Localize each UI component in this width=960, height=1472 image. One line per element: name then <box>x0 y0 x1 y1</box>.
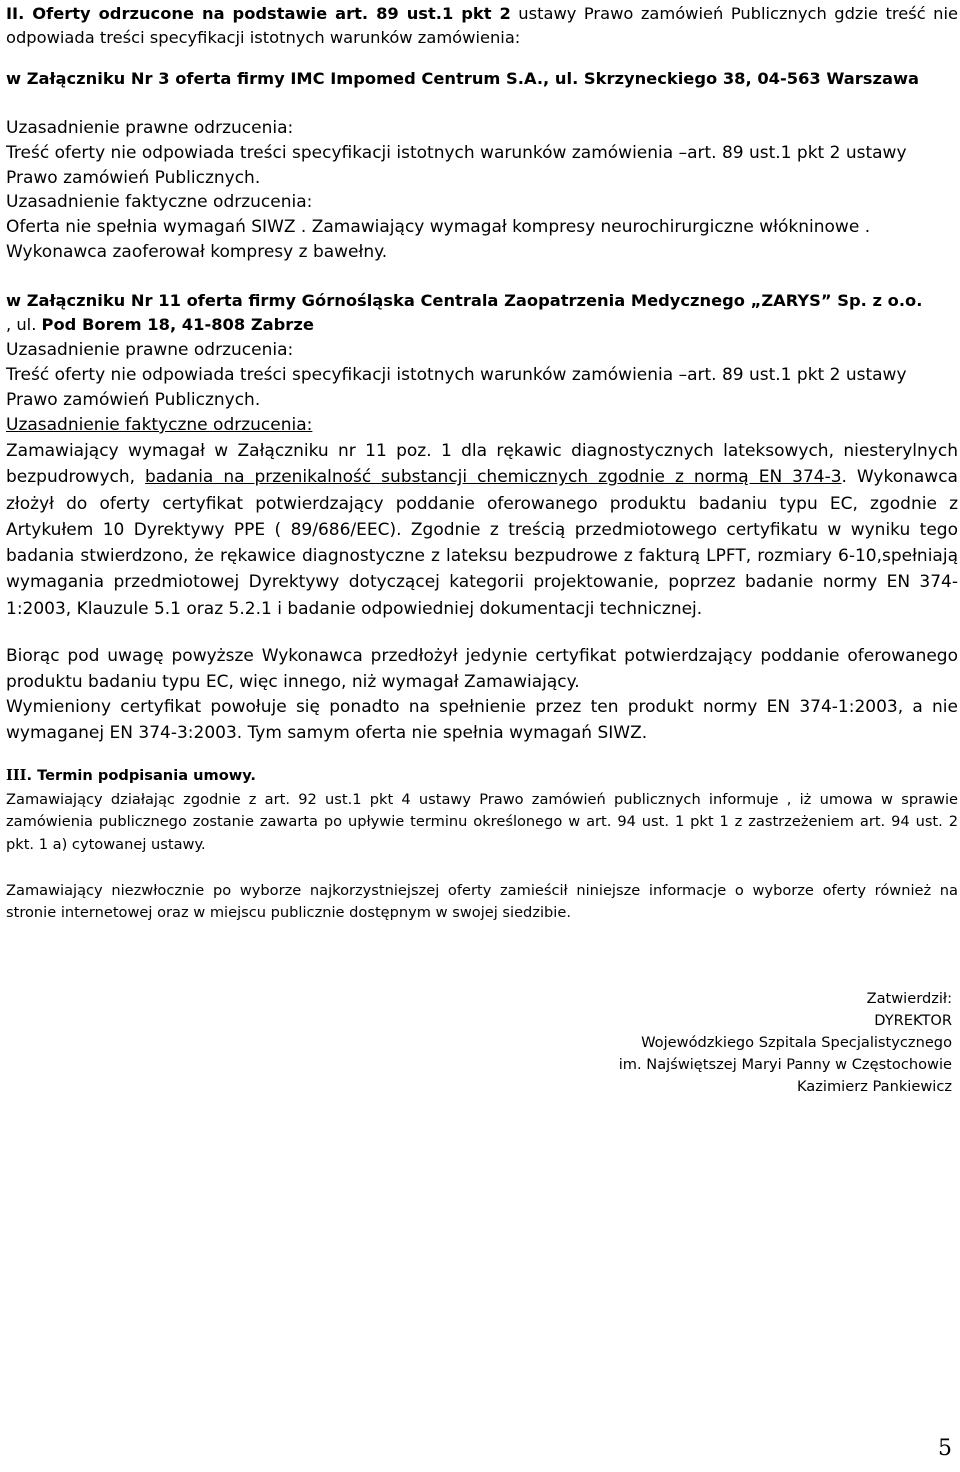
offer-1-factual-text: Oferta nie spełnia wymagań SIWZ . Zamawiający wymagał kompresy neurochirurgiczne włókninowe . Wykonawca zaoferował kompresy z bawełny. <box>6 217 871 262</box>
signature-hospital-name: im. Najświętszej Maryi Panny w Częstochowie <box>618 1056 952 1073</box>
section-2-heading-bold: II. Oferty odrzucone na podstawie art. 89 ust.1 pkt 2 <box>6 4 511 23</box>
signature-title: DYREKTOR <box>874 1012 952 1029</box>
p1-start: Zamawiający wymagał w Załączniku nr 11 poz. 1 dla rękawic diagnostycznych lateksowych, niesterylnych bezpudrowych, <box>6 441 958 488</box>
offer-1-title: w Załączniku Nr 3 oferta firmy IMC Impomed Centrum S.A., ul. Skrzyneckiego 38, 04-563 Warszawa <box>6 69 919 88</box>
signature-approved: Zatwierdził: <box>866 990 952 1007</box>
section-3-title: . Termin podpisania umowy. <box>26 767 256 784</box>
signature-hospital: Wojewódzkiego Szpitala Specjalistycznego <box>641 1034 952 1051</box>
offer-2-title-line2 <box>6 313 958 337</box>
p1-underlined: badania na przenikalność substancji chemicznych zgodnie z normą EN 374-3 <box>145 467 842 488</box>
section-2-heading-rest: ustawy Prawo zamówień Publicznych gdzie treść nie odpowiada treści specyfikacji istotnych warunków zamówienia: <box>6 4 958 48</box>
offer-1-factual-label: Uzasadnienie faktyczne odrzucenia: <box>6 192 313 212</box>
offer-2-factual-paragraph-1 <box>6 438 958 622</box>
offer-2-address: Pod Borem 18, 41-808 Zabrze <box>41 315 314 334</box>
signature-name: Kazimierz Pankiewicz <box>796 1078 952 1095</box>
section-2-heading <box>6 2 958 51</box>
offer-2-factual-paragraph-2: Biorąc pod uwagę powyższe Wykonawca przedłożył jedynie certyfikat potwierdzający poddanie oferowanego produktu badaniu typu EC, więc innego, niż wymagał Zamawiający. <box>6 646 958 693</box>
p1-end: . Wykonawca złożył do oferty certyfikat potwierdzający poddanie oferowanego produktu badaniu typu EC, zgodnie z Artykułem 10 Dyrektywy PPE ( 89/686/EEC). Zgodnie z treścią przedmiotowego certyfikatu w wyniku tego badania stwierdzono, że rękawice diagnostyczne z lateksu bezpudrowe z fakturą LPFT, rozmiary 6-10,spełniają wymagania przedmiotowej Dyrektywy dotyczącej kategorii projektowanie, poprzez badanie normy EN 374-1:2003, Klauzule 5.1 oraz 5.2.1 i badanie odpowiedniej dokumentacji technicznej. <box>6 467 958 619</box>
section-3-paragraph-2: Zamawiający niezwłocznie po wyborze najkorzystniejszej oferty zamieścił niniejsze informacje o wyborze oferty również na stronie internetowej oraz w miejscu publicznie dostępnym w swojej siedzibie. <box>6 882 958 922</box>
section-3-heading <box>6 765 958 787</box>
page-number: 5 <box>938 1436 952 1461</box>
offer-2-factual-label: Uzasadnienie faktyczne odrzucenia: <box>6 415 313 435</box>
offer-2-title-line1: w Załączniku Nr 11 oferta firmy Górnośląska Centrala Zaopatrzenia Medycznego „ZARYS” Sp. z o.o. <box>6 291 923 310</box>
section-3-paragraph-1: Zamawiający działając zgodnie z art. 92 ust.1 pkt 4 ustawy Prawo zamówień publicznych informuje , iż umowa w sprawie zamówienia publicznego zostanie zawarta po upływie terminu określonego w art. 94 ust. 1 pkt 1 z zastrzeżeniem art. 94 ust. 2 pkt. 1 a) cytowanej ustawy. <box>6 791 958 853</box>
offer-2-title-sep: , ul. <box>6 315 42 334</box>
offer-2-factual-paragraph-3: Wymieniony certyfikat powołuje się ponadto na spełnienie przez ten produkt normy EN 374-1:2003, a nie wymaganej EN 374-3:2003. Tym samym oferta nie spełnia wymagań SIWZ. <box>6 697 958 744</box>
offer-1-legal-text: Treść oferty nie odpowiada treści specyfikacji istotnych warunków zamówienia –art. 89 ust.1 pkt 2 ustawy Prawo zamówień Publicznych. <box>6 143 907 188</box>
section-3-number: III <box>6 767 27 784</box>
offer-2-legal-label: Uzasadnienie prawne odrzucenia: <box>6 340 294 360</box>
offer-1-legal-label: Uzasadnienie prawne odrzucenia: <box>6 118 294 138</box>
offer-2-legal-text: Treść oferty nie odpowiada treści specyfikacji istotnych warunków zamówienia –art. 89 ust.1 pkt 2 ustawy Prawo zamówień Publicznych. <box>6 365 907 410</box>
